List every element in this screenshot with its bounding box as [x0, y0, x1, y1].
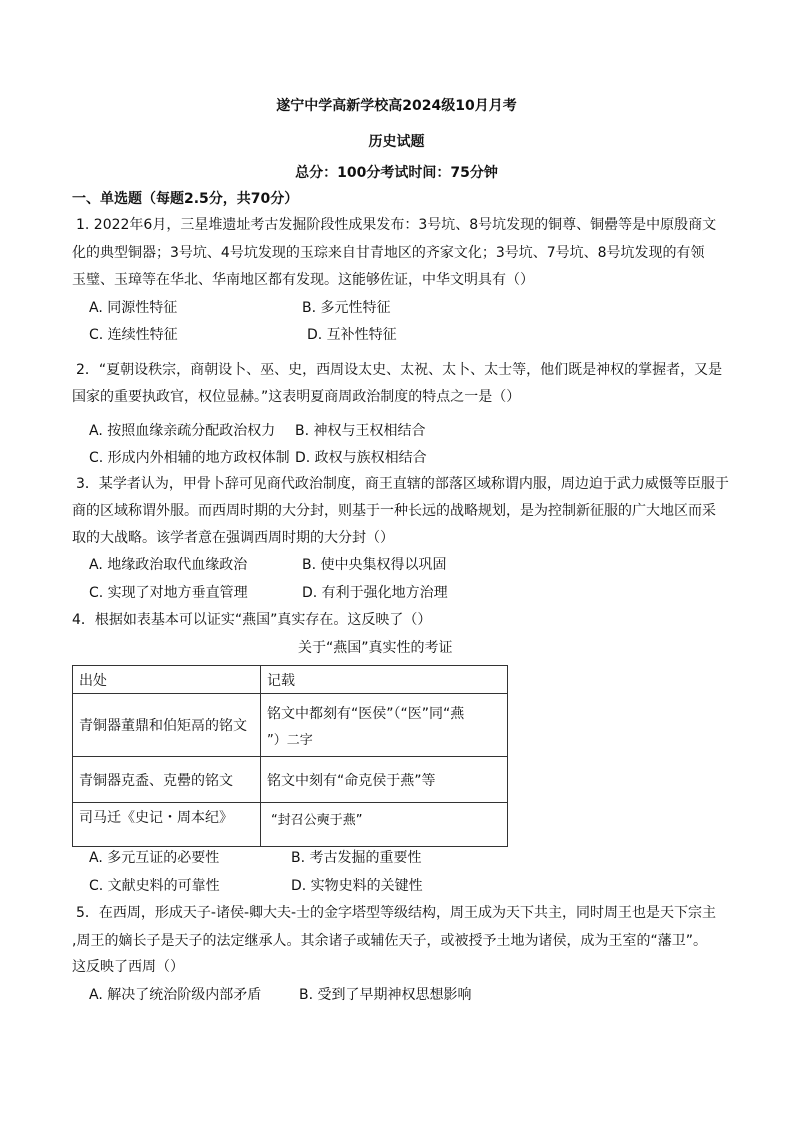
- q5-line-1: 5．在西周，形成天子-诸侯-卿大夫-士的金字塔型等级结构，周王成为天下共主，同时周王也是天下宗主: [76, 905, 717, 921]
- table-cell-source: 司马迁《史记・周本纪》: [73, 803, 261, 847]
- exam-title: 遂宁中学高新学校高2024级10月月考: [276, 98, 517, 114]
- q5-line-3: 这反映了西周（）: [72, 959, 184, 975]
- q1-line-2: 化的典型铜器；3号坑、4号坑发现的玉琮来自甘青地区的齐家文化；3号坑、7号坑、8号坑发现的有领: [72, 245, 705, 261]
- table-cell-record: “封召公奭于燕”: [261, 803, 508, 847]
- table-row: [73, 757, 508, 803]
- q1-line-3: 玉璧、玉璋等在华北、华南地区都有发现。这能够佐证，中华文明具有（）: [72, 272, 534, 288]
- q5-option-a: A. 解决了统治阶级内部矛盾: [89, 987, 262, 1003]
- exam-meta: 总分：100分考试时间：75分钟: [295, 165, 498, 181]
- q4-stem: 4．根据如表基本可以证实“燕国”真实存在。这反映了（）: [72, 612, 432, 628]
- record-line-1: 铭文中都刻有“医侯”（“医”同“燕: [267, 705, 465, 722]
- q2-option-b: B. 神权与王权相结合: [295, 423, 426, 439]
- record-line-2: ”）二字: [267, 732, 313, 748]
- q1-option-a: A. 同源性特征: [89, 300, 178, 316]
- subject-title: 历史试题: [368, 134, 425, 150]
- q3-line-2: 商的区域称谓外服。而西周时期的大分封，则基于一种长远的战略规划，是为控制新征服的广大地区而采: [72, 503, 716, 519]
- q3-option-a: A. 地缘政治取代血缘政治: [89, 557, 248, 573]
- q2-option-d: D. 政权与族权相结合: [295, 450, 427, 466]
- q3-option-d: D. 有利于强化地方治理: [302, 585, 448, 601]
- q3-option-c: C. 实现了对地方垂直管理: [89, 585, 248, 601]
- table-cell-record: 铭文中刻有“命克侯于燕”等: [261, 757, 508, 803]
- q4-option-b: B. 考古发掘的重要性: [291, 850, 422, 866]
- q1-option-d: D. 互补性特征: [307, 327, 397, 343]
- evidence-table: [72, 665, 508, 847]
- q5-line-2: ,周王的嫡长子是天子的法定继承人。其余诸子或辅佐天子，或被授予土地为诸侯，成为王室的“藩卫”。: [72, 933, 707, 949]
- q2-line-2: 国家的重要执政官，权位显赫。”这表明夏商周政治制度的特点之一是（）: [72, 389, 521, 405]
- table-cell-source: 青铜器克盉、克罍的铭文: [73, 757, 261, 803]
- q2-option-c: C. 形成内外相辅的地方政权体制: [89, 450, 290, 466]
- table-row: [73, 694, 508, 757]
- q4-option-c: C. 文献史料的可靠性: [89, 878, 220, 894]
- q4-table-title: 关于“燕国”真实性的考证: [298, 640, 453, 656]
- q4-option-d: D. 实物史料的关键性: [291, 878, 423, 894]
- table-cell-source: 青铜器董鼎和伯矩鬲的铭文: [73, 694, 261, 757]
- q3-option-b: B. 使中央集权得以巩固: [302, 557, 447, 573]
- q2-option-a: A. 按照血缘亲疏分配政治权力: [89, 423, 276, 439]
- table-header-row: [73, 666, 508, 694]
- table-cell-record: [261, 694, 508, 757]
- q1-line-1: 1. 2022年6月，三星堆遗址考古发掘阶段性成果发布：3号坑、8号坑发现的铜尊、铜罍等是中原殷商文: [76, 217, 717, 233]
- q3-line-3: 取的大战略。该学者意在强调西周时期的大分封（）: [72, 530, 394, 546]
- q5-option-b: B. 受到了早期神权思想影响: [299, 987, 472, 1003]
- section-heading: 一、单选题（每题2.5分，共70分）: [72, 191, 299, 207]
- q3-line-1: 3．某学者认为，甲骨卜辞可见商代政治制度，商王直辖的部落区域称谓内服，周边迫于武力威慑等臣服于: [76, 476, 729, 492]
- table-row: [73, 803, 508, 847]
- q2-line-1: 2．“夏朝设秩宗，商朝设卜、巫、史，西周设太史、太祝、太卜、太士等，他们既是神权的掌握者，又是: [76, 362, 723, 378]
- q1-option-c: C. 连续性特征: [89, 327, 178, 343]
- table-header-record: 记载: [261, 666, 508, 694]
- table-header-source: 出处: [73, 666, 261, 694]
- q4-option-a: A. 多元互证的必要性: [89, 850, 220, 866]
- q1-option-b: B. 多元性特征: [302, 300, 391, 316]
